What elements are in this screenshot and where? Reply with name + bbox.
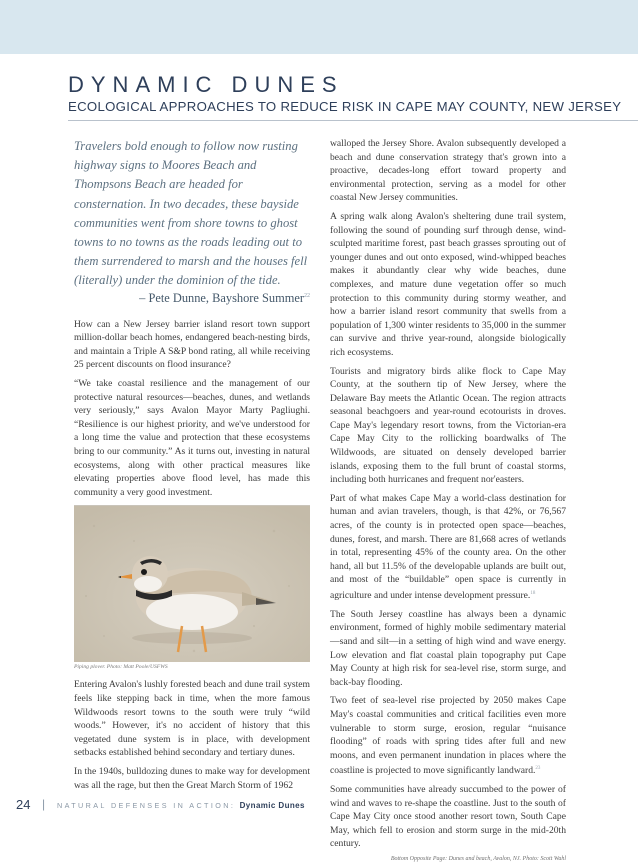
body-paragraph: A spring walk along Avalon's sheltering dune trail system, following the sound of pounding surf through dense, wind-sculpted maritime forest, past beach grasses sprouting out of younger dunes and out onto exposed, wind-whipped beaches makes it abundantly clear why wide beaches, dune complexes, and mature dune vegetation offer so much protection to this community during stormy weather, and how a barrier island resort community that swells from a population of 1,300 winter residents to 35,000 in the summer can survive and thrive year-round, alongside biologically rich ecosystems.	[330, 210, 566, 358]
page-title: DYNAMIC DUNES	[68, 72, 344, 97]
body-paragraph: Some communities have already succumbed to the power of wind and waves to re-shape the coastline. Just to the south of Cape May City once stood another resort town, South Cape May, which fell to erosion and storm surge in the mid-20th century.	[330, 784, 566, 850]
body-paragraph	[330, 492, 566, 603]
body-paragraph: “We take coastal resilience and the management of our protective natural resources—beaches, dunes, and wetlands very seriously,” says Avalon Mayor Marty Pagliughi. “Resilience is our highest priority, and we've understood for a long time the value and protection that these ecosystems bring to our community.” As it turns out, investing in natural ecosystems, along with other practical measures like elevating properties above flood level, has made this community a very good investment.	[74, 378, 310, 498]
footnote-ref: 23	[535, 766, 541, 772]
quote-attribution	[74, 291, 310, 306]
attribution-ref: 22	[304, 292, 310, 299]
body-paragraph: How can a New Jersey barrier island resort town support million-dollar beach homes, endangered beach-nesting birds, and maintain a Triple A S&P bond rating, all while receiving 25 percent discounts on flood insurance?	[74, 318, 310, 371]
page-number: 24	[16, 797, 31, 812]
body-paragraph	[330, 694, 566, 778]
body-paragraph: Entering Avalon's lushly forested beach and dune trail system feels like stepping back in time, when the more famous Wildwoods resort towns to the south were truly “wild woods.” However, it's no accident of history that this vegetated dune system is in place, with development setbacks established behind secondary and tertiary dunes.	[74, 679, 311, 759]
header-band	[0, 0, 638, 54]
body-paragraph: walloped the Jersey Shore. Avalon subsequently developed a beach and dune conservation strategy that's grown into a proactive, decades-long effort toward property and environmental protection, serving as a model for other coastal New Jersey communities.	[330, 138, 566, 204]
left-column	[74, 137, 310, 797]
page-subtitle: ECOLOGICAL APPROACHES TO REDUCE RISK IN CAPE MAY COUNTY, NEW JERSEY	[68, 99, 622, 114]
photo-caption: Piping plover. Photo: Matt Poole/USFWS	[74, 664, 168, 671]
body-paragraph: Tourists and migratory birds alike flock to Cape May County, at the southern tip of New Jersey, where the Delaware Bay meets the Atlantic Ocean. The region attracts seasonal beachgoers and year-round ecotourists in droves. Cape May's legendary resort towns, from the Victorian-era Cape May City to the rollicking boardwalks of The Wildwoods, are situated on densely developed barrier islands, exposing them to the full brunt of coastal storms, including both hurricanes and frequent nor'easters.	[330, 365, 566, 486]
footer-series: NATURAL DEFENSES IN ACTION:	[57, 801, 236, 810]
footer-section: Dynamic Dunes	[239, 801, 305, 810]
right-column	[330, 137, 566, 862]
attribution-text: – Pete Dunne, Bayshore Summer	[139, 290, 304, 305]
footer-separator: |	[42, 797, 46, 811]
body-paragraph-text: Part of what makes Cape May a world-class destination for human and avian travelers, though, is that 42%, or 76,567 acres, of the county is in protected open space—beaches, dunes, forest, and marsh. There are 81,668 acres of wetlands in total, representing 45% of the county area. On the other hand, all but 11.5% of the developable uplands are built out, and most of the “buildable” open space is currently in agriculture and under intense development pressure.	[330, 492, 566, 602]
piping-plover-icon	[74, 506, 310, 662]
header-rule	[68, 120, 638, 121]
footnote-ref: 18	[530, 591, 536, 596]
footer-label	[57, 801, 305, 810]
page-footer	[0, 797, 638, 815]
body-paragraph: In the 1940s, bulldozing dunes to make way for development was all the rage, but then the Great March Storm of 1962	[74, 765, 310, 791]
piping-plover-photo	[74, 505, 310, 661]
body-paragraph: The South Jersey coastline has always been a dynamic environment, formed of highly mobile sedimentary material—sand and silt—in a setting of high wind and wave energy. Low elevation and flat coastal plain topography put Cape May County at high risk for sea-level rise, storm surge, and back-bay flooding.	[330, 608, 566, 688]
photo-credit: Bottom Opposite Page: Dunes and beach, Avalon, NJ. Photo: Scott Wahl	[390, 856, 566, 862]
body-paragraph-text: Two feet of sea-level rise projected by 2050 makes Cape May's coastal communities and critical facilities even more vulnerable to storm surge, erosion, regular “nuisance flooding” of roads with spring tides after full and new moons, and even permanent inundation in places where the coastline is projected to move significantly landward.	[330, 695, 566, 777]
pull-quote: Travelers bold enough to follow now rusting highway signs to Moores Beach and Thompsons Beach are headed for consternation. In two decades, these bayside communities went from shore towns to ghost towns to no towns as the roads leading out to them surrendered to marsh and the houses fell (literally) under the dominion of the tide.	[74, 139, 308, 288]
